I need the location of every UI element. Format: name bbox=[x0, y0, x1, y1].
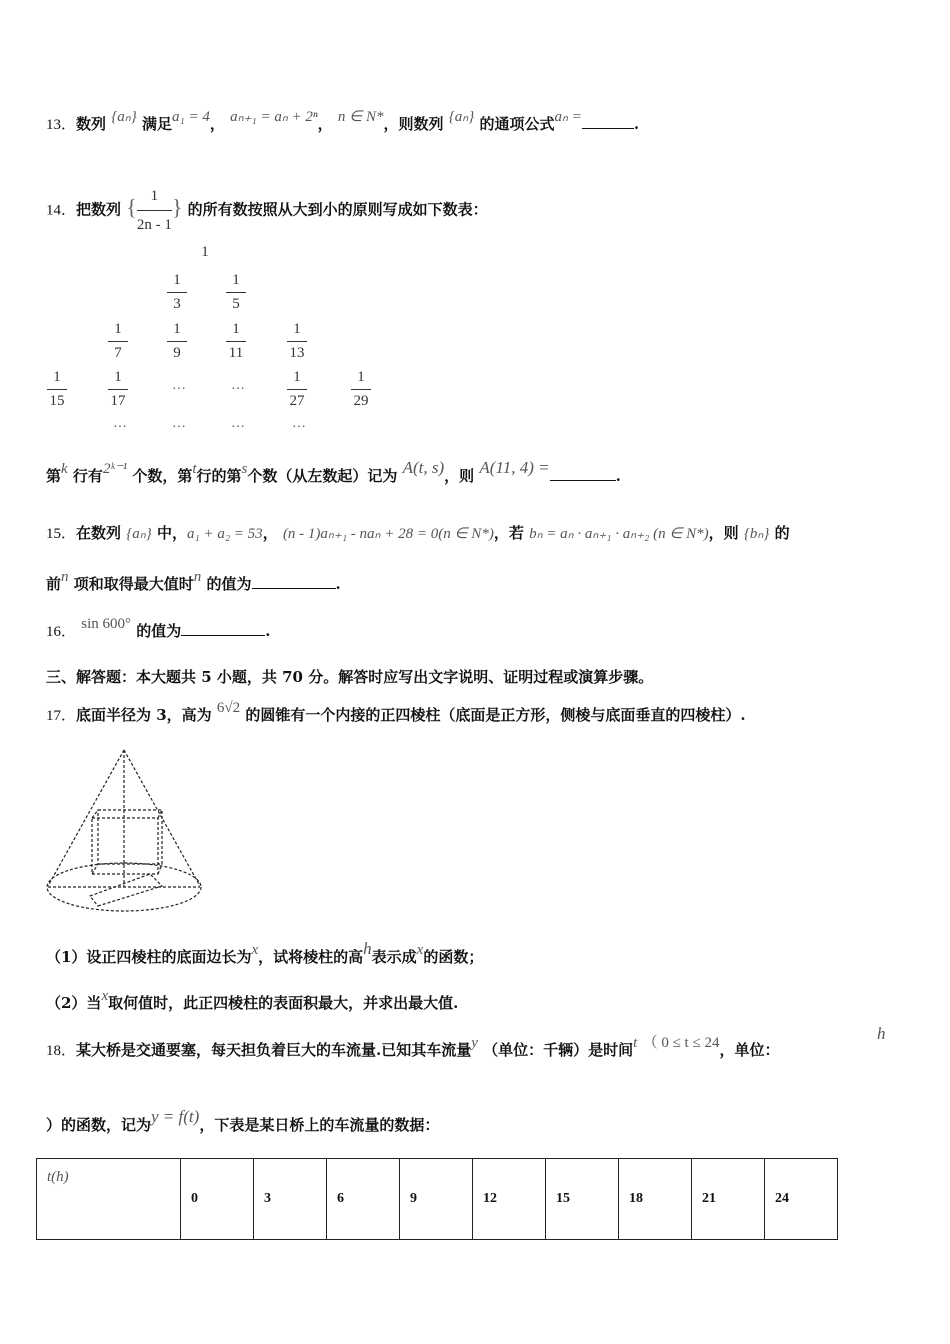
text: （单位：千辆）是时间 bbox=[483, 1041, 634, 1059]
traffic-data-table bbox=[36, 1158, 838, 1240]
question-18 bbox=[46, 1035, 780, 1063]
text: ， bbox=[262, 524, 278, 542]
table-cell: 21 bbox=[692, 1159, 765, 1240]
text: 的 bbox=[774, 524, 790, 542]
table-cell: 9 bbox=[400, 1159, 473, 1240]
table-fraction: 1 3 bbox=[162, 272, 192, 313]
text: . bbox=[615, 467, 621, 485]
text: 表示成 bbox=[371, 948, 417, 966]
text: 第 bbox=[46, 467, 62, 485]
text: ，则 bbox=[708, 524, 739, 542]
text: ，下表是某日桥上的车流量的数据： bbox=[199, 1116, 440, 1134]
section-heading: 三、解答题：本大题共 5 小题，共 70 分。解答时应写出文字说明、证明过程或演算步骤。 bbox=[46, 668, 654, 686]
table-cell: 0 bbox=[181, 1159, 254, 1240]
text: 的所有数按照从大到小的原则写成如下数表： bbox=[187, 200, 488, 219]
math-variable: h bbox=[877, 1024, 886, 1043]
table-cell: 3 bbox=[254, 1159, 327, 1240]
math-expression: A(t, s) bbox=[402, 458, 445, 477]
math-condition: a₁ = 4 bbox=[172, 109, 210, 125]
table-cell: 1 bbox=[201, 244, 209, 260]
text: ，若 bbox=[493, 524, 524, 542]
text: . bbox=[265, 622, 271, 640]
math-variable: k bbox=[61, 461, 68, 477]
answer-blank[interactable] bbox=[181, 621, 265, 636]
table-fraction: 1 9 bbox=[162, 321, 192, 362]
table-fraction: 1 15 bbox=[42, 369, 72, 410]
table-fraction: 1 5 bbox=[221, 272, 251, 313]
math-recurrence: (n - 1)aₙ₊₁ - naₙ + 28 = 0(n ∈ N*) bbox=[282, 526, 494, 542]
math-variable: t bbox=[633, 1035, 638, 1051]
table-fraction: 1 27 bbox=[282, 369, 312, 410]
table-fraction: 1 13 bbox=[282, 321, 312, 362]
text: 项和取得最大值时 bbox=[73, 575, 194, 593]
question-15-line2 bbox=[46, 569, 341, 597]
answer-blank[interactable] bbox=[252, 574, 336, 589]
ellipsis: … bbox=[172, 378, 186, 393]
question-18-line2 bbox=[46, 1107, 440, 1137]
text: 某大桥是交通要塞，每天担负着巨大的车流量.已知其车流量 bbox=[76, 1041, 472, 1059]
question-14-line2 bbox=[46, 458, 621, 489]
text: （2）当 bbox=[46, 994, 102, 1012]
text: 行的第 bbox=[196, 467, 242, 485]
text: 的圆锥有一个内接的正四棱柱（底面是正方形，侧棱与底面垂直的四棱柱）. bbox=[245, 706, 746, 724]
math-sequence: {aₙ} bbox=[126, 526, 152, 542]
ellipsis: … bbox=[231, 416, 245, 431]
denominator: 2n - 1 bbox=[136, 217, 172, 233]
question-number: 13． bbox=[46, 117, 77, 133]
math-sequence: {aₙ} bbox=[448, 109, 475, 125]
text: . bbox=[335, 575, 341, 593]
question-number: 14． bbox=[46, 202, 77, 219]
question-13 bbox=[46, 109, 640, 137]
question-17-part2 bbox=[46, 988, 459, 1016]
question-number: 17． bbox=[46, 708, 77, 724]
table-fraction: 1 29 bbox=[346, 369, 376, 410]
text: 数列 bbox=[76, 115, 107, 133]
math-variable: x bbox=[416, 942, 424, 958]
math-definition: bₙ = aₙ · aₙ₊₁ · aₙ₊₂ (n ∈ N*) bbox=[529, 526, 709, 542]
text: 的值为 bbox=[136, 622, 182, 640]
table-cell: 6 bbox=[327, 1159, 400, 1240]
math-variable: s bbox=[241, 461, 248, 477]
math-condition: a₁ + a₂ = 53 bbox=[187, 526, 263, 542]
left-brace: { bbox=[126, 194, 137, 220]
ellipsis: … bbox=[231, 378, 245, 393]
text: . bbox=[633, 115, 640, 133]
question-number: 16． bbox=[46, 624, 77, 640]
question-16 bbox=[46, 616, 271, 644]
math-range: （ 0 ≤ t ≤ 24 bbox=[642, 1035, 720, 1051]
table-cell: 15 bbox=[546, 1159, 619, 1240]
math-variable: y bbox=[471, 1035, 478, 1051]
text: 的值为 bbox=[206, 575, 252, 593]
table-row bbox=[37, 1159, 838, 1240]
question-17 bbox=[46, 700, 746, 728]
text: 中， bbox=[156, 524, 187, 542]
table-fraction: 1 17 bbox=[103, 369, 133, 410]
text: （1）设正四棱柱的底面边长为 bbox=[46, 948, 252, 966]
text: 在数列 bbox=[76, 524, 122, 542]
ellipsis: … bbox=[113, 416, 127, 431]
math-sequence: {bₙ} bbox=[743, 526, 770, 542]
math-expression: A(11, 4) = bbox=[479, 458, 550, 477]
table-cell: 18 bbox=[619, 1159, 692, 1240]
numerator: 1 bbox=[150, 188, 159, 204]
text: ，则数列 bbox=[383, 115, 444, 133]
table-fraction: 1 11 bbox=[221, 321, 251, 362]
math-expression: aₙ = bbox=[554, 109, 582, 125]
right-brace: } bbox=[171, 194, 183, 220]
answer-blank[interactable] bbox=[582, 114, 634, 129]
text: 前 bbox=[46, 575, 62, 593]
text: 把数列 bbox=[76, 200, 122, 219]
text: 取何值时，此正四棱柱的表面积最大，并求出最大值. bbox=[108, 994, 459, 1012]
math-expression: y = f(t) bbox=[151, 1107, 200, 1126]
answer-blank[interactable] bbox=[550, 466, 616, 481]
table-cell: 24 bbox=[765, 1159, 838, 1240]
math-expression: 2ᵏ⁻¹ bbox=[102, 461, 128, 477]
table-header-cell bbox=[37, 1159, 181, 1240]
ellipsis: … bbox=[172, 416, 186, 431]
table-fraction: 1 7 bbox=[103, 321, 133, 362]
cone-prism-figure bbox=[40, 746, 210, 916]
question-number: 15． bbox=[46, 526, 77, 542]
question-15 bbox=[46, 521, 790, 546]
math-variable: x bbox=[251, 942, 259, 958]
text: ， bbox=[317, 115, 333, 133]
math-sequence: {aₙ} bbox=[111, 109, 137, 125]
text: ，试将棱柱的高 bbox=[258, 948, 364, 966]
math-expression: sin 600° bbox=[81, 616, 132, 632]
math-variable: t(h) bbox=[47, 1169, 69, 1185]
math-domain: n ∈ N* bbox=[337, 109, 384, 125]
math-recurrence: aₙ₊₁ = aₙ + 2ⁿ bbox=[230, 109, 318, 125]
math-variable: h bbox=[363, 939, 372, 958]
math-expression: 6√2 bbox=[216, 700, 241, 716]
question-17-part1 bbox=[46, 939, 484, 970]
math-variable: x bbox=[101, 988, 109, 1004]
question-number: 18． bbox=[46, 1043, 77, 1059]
text: 个数（从左数起）记为 bbox=[247, 467, 398, 485]
text: 行有 bbox=[72, 467, 103, 485]
ellipsis: … bbox=[292, 416, 306, 431]
text: ）的函数，记为 bbox=[46, 1116, 152, 1134]
text: 满足 bbox=[141, 115, 172, 133]
text: ，单位： bbox=[719, 1041, 780, 1059]
table-cell: 12 bbox=[473, 1159, 546, 1240]
text: 底面半径为 3，高为 bbox=[76, 706, 212, 724]
text: 的通项公式 bbox=[479, 115, 555, 133]
text: 个数，第 bbox=[132, 467, 193, 485]
text: ， bbox=[209, 115, 225, 133]
math-fraction bbox=[137, 184, 172, 237]
question-14 bbox=[46, 184, 488, 237]
math-variable: t bbox=[192, 461, 197, 477]
text: 的函数； bbox=[423, 948, 484, 966]
math-variable: n bbox=[193, 569, 202, 585]
text: ，则 bbox=[444, 467, 475, 485]
math-variable: n bbox=[61, 569, 69, 585]
